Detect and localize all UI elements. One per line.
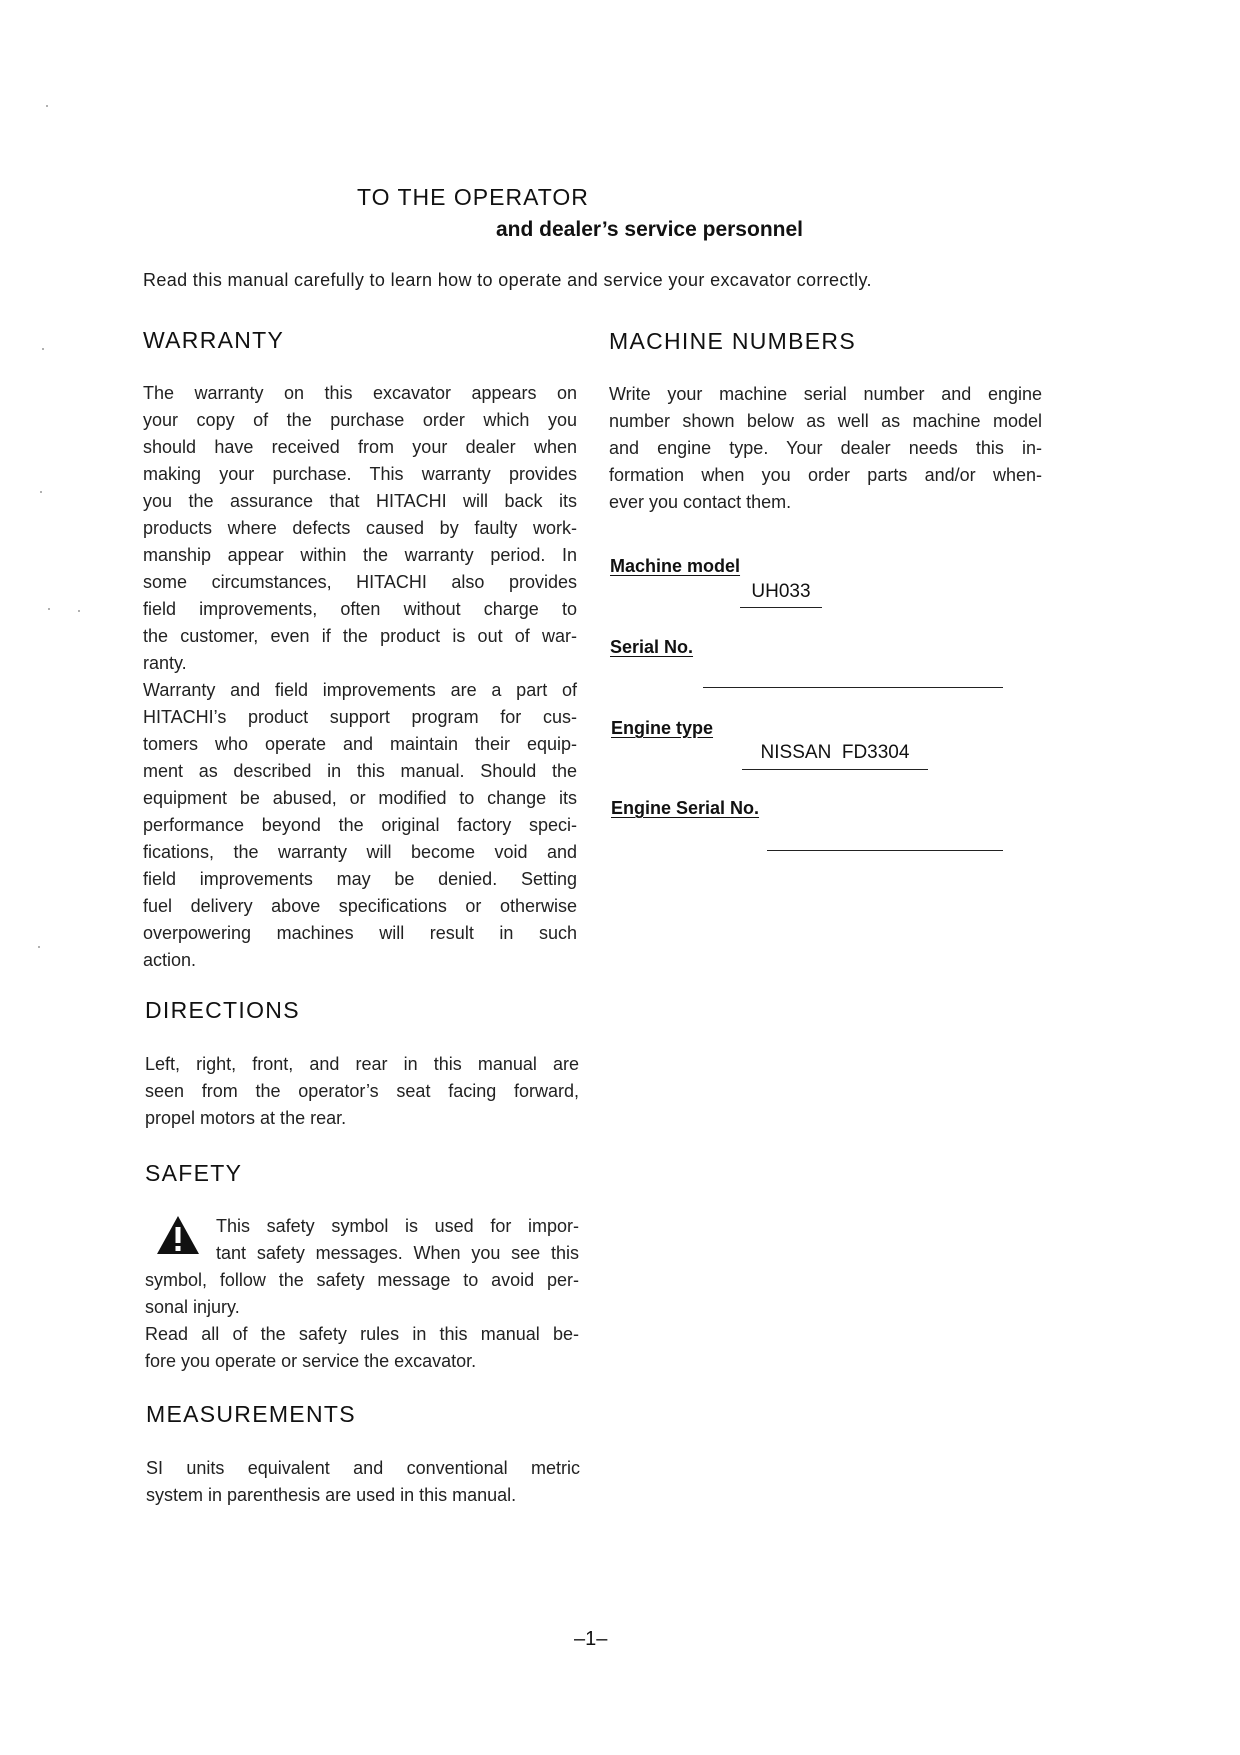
machine-numbers-paragraph	[609, 381, 1042, 516]
safety-line: symbol, follow the safety message to avoid per-	[145, 1270, 579, 1290]
machine-numbers-line: and engine type. Your dealer needs this in-	[609, 438, 1042, 458]
scan-speck	[78, 610, 80, 612]
directions-line: Left, right, front, and rear in this manual are	[145, 1054, 579, 1074]
warranty-line: field improvements may be denied. Setting	[143, 869, 577, 889]
machine-numbers-heading: MACHINE NUMBERS	[609, 328, 856, 354]
warranty-line: The warranty on this excavator appears on	[143, 383, 577, 403]
directions-paragraph	[145, 1051, 579, 1132]
scan-speck	[48, 608, 50, 610]
machine-numbers-line: formation when you order parts and/or when-	[609, 465, 1042, 485]
warranty-heading: WARRANTY	[143, 327, 285, 353]
warranty-line: you the assurance that HITACHI will back its	[143, 491, 577, 511]
measurements-line: system in parenthesis are used in this manual.	[146, 1485, 517, 1505]
directions-line: seen from the operator’s seat facing forward,	[145, 1081, 579, 1101]
warning-triangle-icon	[155, 1214, 201, 1256]
warranty-line: equipment be abused, or modified to change its	[143, 788, 577, 808]
warranty-line: your copy of the purchase order which you	[143, 410, 577, 430]
intro-text: Read this manual carefully to learn how to operate and service your excavator correctly.	[143, 270, 872, 290]
safety-heading: SAFETY	[145, 1160, 243, 1186]
warranty-line: the customer, even if the product is out of war-	[143, 626, 577, 646]
warranty-line: making your purchase. This warranty provides	[143, 464, 577, 484]
scan-speck	[46, 105, 48, 107]
warranty-line: ment as described in this manual. Should the	[143, 761, 577, 781]
scan-speck	[40, 491, 42, 493]
warranty-line: field improvements, often without charge to	[143, 599, 577, 619]
safety-line: sonal injury.	[145, 1297, 240, 1317]
warranty-line: manship appear within the warranty period. In	[143, 545, 577, 565]
page-subtitle: and dealer’s service personnel	[496, 218, 803, 241]
measurements-paragraph	[146, 1455, 580, 1509]
warranty-line: performance beyond the original factory speci-	[143, 815, 577, 835]
warranty-line: ranty.	[143, 653, 187, 673]
warranty-line: should have received from your dealer when	[143, 437, 577, 457]
measurements-line: SI units equivalent and conventional metric	[146, 1458, 580, 1478]
machine-numbers-line: ever you contact them.	[609, 492, 792, 512]
warranty-line: tomers who operate and maintain their equip-	[143, 734, 577, 754]
directions-heading: DIRECTIONS	[145, 997, 300, 1023]
warranty-paragraph	[143, 380, 577, 974]
page-number: –1–	[574, 1628, 608, 1650]
safety-paragraph	[145, 1267, 579, 1375]
serial-number-label: Serial No.	[610, 637, 694, 657]
safety-line: tant safety messages. When you see this	[216, 1243, 579, 1263]
machine-model-label: Machine model	[610, 556, 741, 576]
engine-type-rule	[742, 769, 928, 770]
warranty-line: some circumstances, HITACHI also provides	[143, 572, 577, 592]
scan-speck	[42, 348, 44, 350]
warranty-line: products where defects caused by faulty work-	[143, 518, 577, 538]
warranty-line: overpowering machines will result in such	[143, 923, 577, 943]
engine-type-value: NISSAN FD3304	[760, 742, 910, 763]
warranty-line: action.	[143, 950, 197, 970]
safety-paragraph-indented	[216, 1213, 579, 1267]
warranty-line: fications, the warranty will become void and	[143, 842, 577, 862]
serial-number-rule	[703, 687, 1003, 688]
machine-model-rule	[740, 607, 822, 608]
scan-speck	[38, 946, 40, 948]
directions-line: propel motors at the rear.	[145, 1108, 347, 1128]
engine-type-label: Engine type	[611, 718, 714, 738]
safety-line: This safety symbol is used for impor-	[216, 1216, 579, 1236]
warranty-line: Warranty and field improvements are a part of	[143, 680, 577, 700]
safety-line: Read all of the safety rules in this manual be-	[145, 1324, 579, 1344]
engine-serial-number-label: Engine Serial No.	[611, 798, 760, 818]
machine-model-value: UH033	[751, 581, 811, 602]
machine-numbers-line: number shown below as well as machine model	[609, 411, 1042, 431]
warranty-line: HITACHI’s product support program for cus-	[143, 707, 577, 727]
engine-serial-number-rule	[767, 850, 1003, 851]
warranty-line: fuel delivery above specifications or otherwise	[143, 896, 577, 916]
machine-numbers-line: Write your machine serial number and engine	[609, 384, 1042, 404]
measurements-heading: MEASUREMENTS	[146, 1401, 356, 1427]
page-title: TO THE OPERATOR	[357, 184, 589, 210]
safety-line: fore you operate or service the excavator.	[145, 1351, 477, 1371]
